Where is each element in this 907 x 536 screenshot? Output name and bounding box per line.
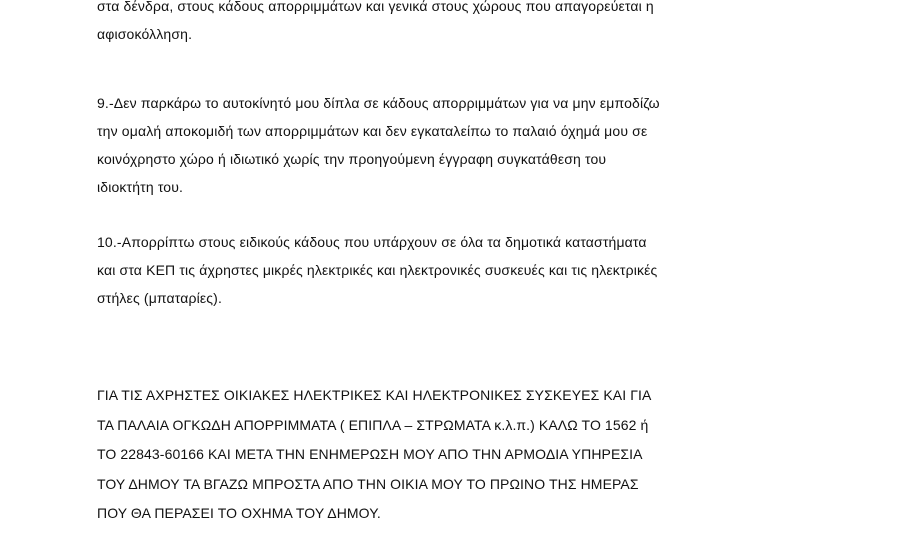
- paragraph-item-9: [97, 89, 777, 201]
- notice-line: ΠΟΥ ΘΑ ΠΕΡΑΣΕΙ ΤΟ ΟΧΗΜΑ ΤΟΥ ΔΗΜΟΥ.: [97, 505, 381, 521]
- paragraph-item-10: [97, 228, 777, 312]
- paragraph-line: ιδιοκτήτη του.: [97, 179, 184, 195]
- paragraph-line: στήλες (μπαταρίες).: [97, 290, 223, 306]
- notice-line: ΓΙΑ ΤΙΣ ΑΧΡΗΣΤΕΣ ΟΙΚΙΑΚΕΣ ΗΛΕΚΤΡΙΚΕΣ ΚΑΙ ΗΛΕΚΤΡΟΝΙΚΕΣ ΣΥΣΚΕΥΕΣ ΚΑΙ ΓΙΑ: [97, 387, 652, 403]
- paragraph-line: και στα ΚΕΠ τις άχρηστες μικρές ηλεκτρικές και ηλεκτρονικές συσκευές και τις ηλεκτρικές: [97, 262, 658, 278]
- paragraph-line: αφισοκόλληση.: [97, 26, 193, 42]
- paragraph-uppercase-notice: [97, 381, 787, 529]
- paragraph-top: [97, 0, 777, 48]
- notice-line: ΤΟΥ ΔΗΜΟΥ ΤΑ ΒΓΑΖΩ ΜΠΡΟΣΤΑ ΑΠΟ ΤΗΝ ΟΙΚΙΑ ΜΟΥ ΤΟ ΠΡΩΙΝΟ ΤΗΣ ΗΜΕΡΑΣ: [97, 475, 639, 492]
- paragraph-line: 10.-Απορρίπτω στους ειδικούς κάδους που υπάρχουν σε όλα τα δημοτικά καταστήματα: [97, 234, 647, 250]
- paragraph-line: στα δένδρα, στους κάδους απορριμμάτων και γενικά στους χώρους που απαγορεύεται η: [97, 0, 654, 14]
- paragraph-line: 9.-Δεν παρκάρω το αυτοκίνητό μου δίπλα σε κάδους απορριμμάτων για να μην εμποδίζω: [97, 95, 660, 111]
- notice-line: ΤΟ 22843-60166 ΚΑΙ ΜΕΤΑ ΤΗΝ ΕΝΗΜΕΡΩΣΗ ΜΟΥ ΑΠΟ ΤΗΝ ΑΡΜΟΔΙΑ ΥΠΗΡΕΣΙΑ: [97, 446, 643, 462]
- paragraph-line: την ομαλή αποκομιδή των απορριμμάτων και δεν εγκαταλείπω το παλαιό όχημά μου σε: [97, 123, 648, 139]
- notice-line: ΤΑ ΠΑΛΑΙΑ ΟΓΚΩΔΗ ΑΠΟΡΡΙΜΜΑΤΑ ( ΕΠΙΠΛΑ – ΣΤΡΩΜΑΤΑ κ.λ.π.) ΚΑΛΩ ΤΟ 1562 ή: [97, 416, 649, 433]
- paragraph-line: κοινόχρηστο χώρο ή ιδιωτικό χωρίς την προηγούμενη έγγραφη συγκατάθεση του: [97, 151, 607, 167]
